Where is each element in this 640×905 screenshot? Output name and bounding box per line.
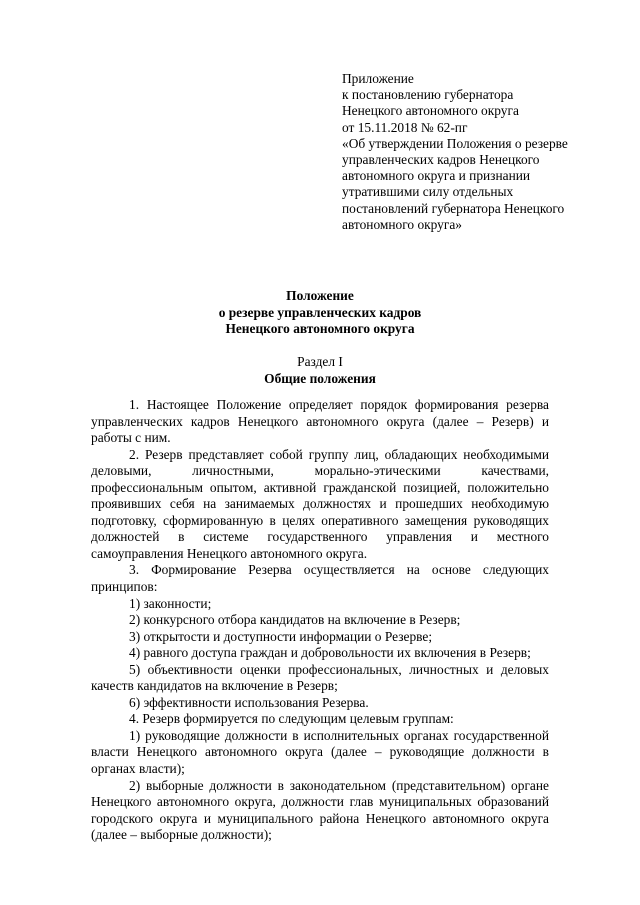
appendix-line: утратившими силу отдельных bbox=[342, 184, 514, 200]
list-item: 1) законности; bbox=[129, 595, 212, 611]
paragraph: 2. Резерв представляет собой группу лиц, обладающих необходимыми деловыми, личностными, морально-этическими качествами, профессиональным опытом, активной гражданской позицией, положительно проявивших себя на занимаемых должностях и прошедших необходимую подготовку, сформированную в целях оперативного замещения руководящих должностей в системе государственного управления и местного самоуправления Ненецкого автономного округа. bbox=[91, 446, 549, 561]
appendix-line: Приложение bbox=[342, 71, 414, 86]
document-body bbox=[91, 397, 549, 844]
appendix-line: от 15.11.2018 № 62-пг bbox=[342, 119, 468, 135]
appendix-block bbox=[342, 71, 592, 233]
paragraph: 3. Формирование Резерва осуществляется на основе следующих принципов: bbox=[91, 562, 549, 595]
section-name: Общие положения bbox=[264, 371, 376, 386]
title-line: Положение bbox=[286, 288, 354, 303]
paragraph: 1. Настоящее Положение определяет порядок формирования резерва управленческих кадров Ненецкого автономного округа (далее – Резерв) и работы с ним. bbox=[91, 397, 549, 446]
appendix-line: «Об утверждении Положения о резерве bbox=[342, 135, 568, 151]
list-item: 6) эффективности использования Резерва. bbox=[129, 694, 369, 710]
title-line: Ненецкого автономного округа bbox=[225, 321, 415, 336]
appendix-line: к постановлению губернатора bbox=[342, 87, 514, 103]
list-item: 2) конкурсного отбора кандидатов на включение в Резерв; bbox=[129, 612, 461, 628]
appendix-line: автономного округа и признании bbox=[342, 168, 531, 184]
title-line: о резерве управленческих кадров bbox=[218, 304, 422, 320]
paragraph: 4. Резерв формируется по следующим целевым группам: bbox=[129, 711, 454, 727]
section-number: Раздел I bbox=[297, 354, 343, 369]
section-heading bbox=[80, 353, 560, 387]
list-item: 4) равного доступа граждан и добровольности их включения в Резерв; bbox=[129, 645, 531, 661]
list-item: 3) открытости и доступности информации о Резерве; bbox=[129, 628, 433, 644]
appendix-line: автономного округа» bbox=[342, 216, 462, 232]
list-item: 2) выборные должности в законодательном (представительном) органе Ненецкого автономного округа, должности глав муниципальных образований городского округа и муниципального района Ненецкого автономного округа (далее – выборные должности); bbox=[91, 777, 549, 843]
list-item: 5) объективности оценки профессиональных, личностных и деловых качеств кандидатов на включение в Резерв; bbox=[91, 661, 549, 694]
appendix-line: постановлений губернатора Ненецкого bbox=[342, 200, 565, 216]
appendix-line: управленческих кадров Ненецкого bbox=[342, 152, 540, 168]
document-title bbox=[80, 288, 560, 338]
appendix-line: Ненецкого автономного округа bbox=[342, 103, 519, 119]
list-item: 1) руководящие должности в исполнительных органах государственной власти Ненецкого автономного округа (далее – руководящие должности в органах власти); bbox=[91, 727, 549, 777]
